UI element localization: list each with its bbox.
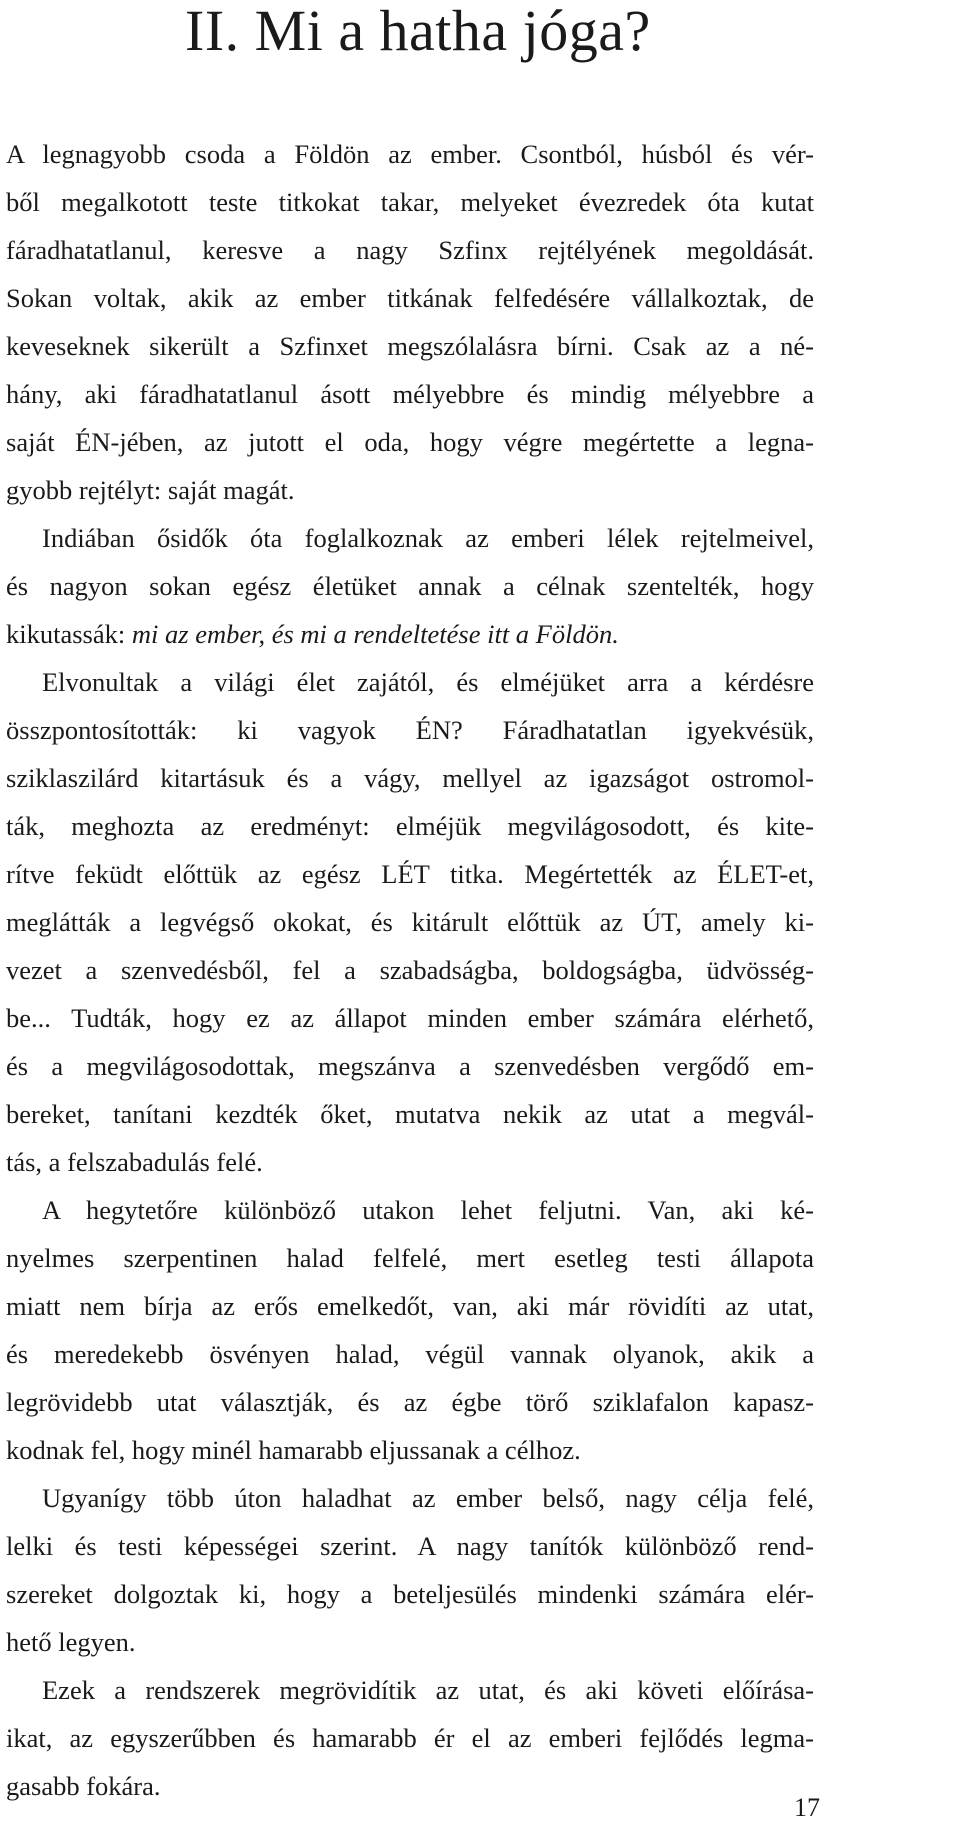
chapter-title: II. Mi a hatha jóga? bbox=[185, 0, 651, 63]
text-line: legrövidebb utat választják, és az égbe törő sziklafalon kapasz- bbox=[6, 1387, 814, 1417]
text-line: szereket dolgoztak ki, hogy a beteljesülés mindenki számára elér- bbox=[6, 1579, 814, 1609]
text-line: és a megvilágosodottak, megszánva a szenvedésben vergődő em- bbox=[6, 1051, 814, 1081]
text-line: összpontosították: ki vagyok ÉN? Fáradhatatlan igyekvésük, bbox=[6, 715, 814, 745]
text-line: nyelmes szerpentinen halad felfelé, mert esetleg testi állapota bbox=[6, 1243, 814, 1273]
text-line: keveseknek sikerült a Szfinxet megszólalásra bírni. Csak az a né- bbox=[6, 331, 814, 361]
text-line: meglátták a legvégső okokat, és kitárult előttük az ÚT, amely ki- bbox=[6, 907, 814, 937]
text-line: vezet a szenvedésből, fel a szabadságba, boldogságba, üdvösség- bbox=[6, 955, 814, 985]
text-line: Indiában ősidők óta foglalkoznak az emberi lélek rejtelmeivel, bbox=[42, 523, 814, 553]
text-line: lelki és testi képességei szerint. A nagy tanítók különböző rend- bbox=[6, 1531, 814, 1561]
text-line: ikat, az egyszerűbben és hamarabb ér el az emberi fejlődés legma- bbox=[6, 1723, 814, 1753]
text-line: és meredekebb ösvényen halad, végül vannak olyanok, akik a bbox=[6, 1339, 814, 1369]
text-line: kodnak fel, hogy minél hamarabb eljussanak a célhoz. bbox=[6, 1435, 581, 1465]
text-line: ták, meghozta az eredményt: elméjük megvilágosodott, és kite- bbox=[6, 811, 814, 841]
text-line: hány, aki fáradhatatlanul ásott mélyebbre és mindig mélyebbre a bbox=[6, 379, 814, 409]
text-line: A hegytetőre különböző utakon lehet feljutni. Van, aki ké- bbox=[42, 1195, 814, 1225]
text-line: rítve feküdt előttük az egész LÉT titka. Megértették az ÉLET-et, bbox=[6, 859, 814, 889]
text-line: gasabb fokára. bbox=[6, 1771, 161, 1801]
text-line: ből megalkotott teste titkokat takar, melyeket évezredek óta kutat bbox=[6, 187, 814, 217]
text-line: tás, a felszabadulás felé. bbox=[6, 1147, 263, 1177]
text-line: Sokan voltak, akik az ember titkának felfedésére vállalkoztak, de bbox=[6, 283, 814, 313]
text-line: be... Tudták, hogy ez az állapot minden ember számára elérhető, bbox=[6, 1003, 814, 1033]
text-line: saját ÉN-jében, az jutott el oda, hogy végre megértette a legna- bbox=[6, 427, 814, 457]
page-number: 17 bbox=[794, 1793, 820, 1822]
italic-phrase: mi az ember, és mi a rendeltetése itt a Földön. bbox=[131, 619, 619, 649]
text-line bbox=[6, 610, 814, 658]
text-line: fáradhatatlanul, keresve a nagy Szfinx rejtélyének megoldását. bbox=[6, 235, 814, 265]
text-span: kikutassák: bbox=[6, 619, 132, 649]
text-line: és nagyon sokan egész életüket annak a célnak szentelték, hogy bbox=[6, 571, 814, 601]
text-line: sziklaszilárd kitartásuk és a vágy, mellyel az igazságot ostromol- bbox=[6, 763, 814, 793]
text-line: gyobb rejtélyt: saját magát. bbox=[6, 475, 295, 505]
text-line: A legnagyobb csoda a Földön az ember. Csontból, húsból és vér- bbox=[6, 139, 814, 169]
text-line: Ugyanígy több úton haladhat az ember belső, nagy célja felé, bbox=[42, 1483, 814, 1513]
text-line: bereket, tanítani kezdték őket, mutatva nekik az utat a megvál- bbox=[6, 1099, 814, 1129]
text-line: Elvonultak a világi élet zajától, és elméjüket arra a kérdésre bbox=[42, 667, 814, 697]
text-line: hető legyen. bbox=[6, 1627, 136, 1657]
text-line: Ezek a rendszerek megrövidítik az utat, és aki követi előírása- bbox=[42, 1675, 814, 1705]
text-line: miatt nem bírja az erős emelkedőt, van, aki már rövidíti az utat, bbox=[6, 1291, 814, 1321]
